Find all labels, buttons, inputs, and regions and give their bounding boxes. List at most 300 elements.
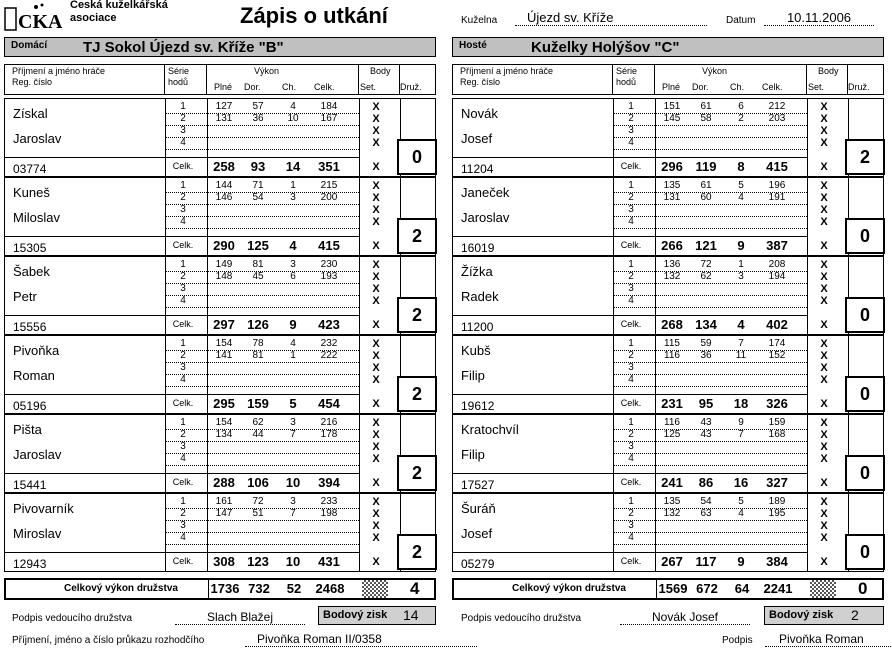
home-header-divider (164, 64, 165, 95)
throw-value: 194 (768, 271, 786, 282)
sum-value: 9 (737, 238, 745, 253)
throw-value: 44 (252, 429, 264, 440)
player-reg-number: 15556 (13, 320, 47, 334)
shaded-cell (362, 580, 388, 598)
sum-value: 402 (766, 317, 788, 332)
column-divider (807, 257, 808, 334)
throw-value: 62 (700, 271, 712, 282)
sum-divider (453, 157, 807, 158)
throw-value: 195 (768, 508, 786, 519)
player-surname: Novák (461, 106, 498, 121)
set-mark: X (372, 453, 380, 465)
throw-value: 116 (664, 417, 680, 428)
player-firstname: Filip (461, 368, 485, 383)
player-reg-number: 11200 (461, 320, 494, 334)
column-divider (807, 99, 808, 176)
series-number: 4 (628, 137, 634, 148)
home-header-divider (358, 64, 359, 95)
throw-value: 148 (215, 271, 233, 282)
row-divider (165, 228, 359, 229)
throw-value: 54 (700, 496, 712, 507)
guest-header-divider (806, 64, 807, 95)
set-mark: X (820, 204, 828, 216)
set-mark: X (372, 556, 380, 568)
sum-value: 454 (318, 396, 340, 411)
sum-value: 126 (247, 317, 269, 332)
team-total-label: Celkový výkon družstva (512, 583, 626, 594)
guest-series-col-label-2: hodů (616, 77, 637, 87)
player-firstname: Josef (461, 131, 493, 146)
throw-value: 5 (738, 180, 744, 191)
home-points-col-label: Body (370, 66, 391, 76)
org-line-1: Česká kuželkářská (70, 0, 168, 11)
throw-value: 2 (738, 113, 744, 124)
date-label: Datum (726, 15, 756, 26)
referee-label: Příjmení, jméno a číslo průkazu rozhodčího (12, 635, 205, 646)
throw-value: 135 (663, 180, 681, 191)
throw-value: 7 (290, 508, 296, 519)
sum-value: 123 (247, 554, 269, 569)
throw-value: 141 (215, 350, 233, 361)
player-firstname: Miloslav (13, 210, 60, 225)
throw-value: 135 (663, 496, 681, 507)
guest-header-frame (452, 64, 884, 95)
series-number: 3 (180, 283, 186, 294)
sum-value: 266 (661, 238, 683, 253)
set-mark: X (820, 240, 828, 252)
throw-value: 6 (290, 271, 296, 282)
sum-value: 159 (247, 396, 269, 411)
player-block (452, 256, 884, 335)
home-set-col-label: Set. (360, 82, 377, 92)
throw-value: 5 (738, 496, 744, 507)
sum-value: 423 (318, 317, 340, 332)
referee-field: Pivoňka Roman II/0358 (245, 632, 477, 647)
throw-value: 152 (768, 350, 786, 361)
throw-value: 144 (215, 180, 233, 191)
throw-value: 154 (215, 338, 233, 349)
player-surname: Pivoňka (13, 343, 60, 358)
player-block (4, 177, 436, 256)
team-total-value: 672 (696, 581, 718, 596)
guest-player-col-label: Příjmení a jméno hráče (460, 66, 554, 76)
throw-value: 60 (700, 192, 712, 203)
throw-value: 4 (738, 508, 744, 519)
series-number: 1 (628, 338, 634, 349)
throw-value: 4 (290, 338, 296, 349)
set-mark: X (372, 532, 380, 544)
throw-value: 10 (287, 113, 299, 124)
sum-value: 295 (213, 396, 235, 411)
sum-value: 134 (695, 317, 717, 332)
guest-ch-col-label: Ch. (730, 82, 745, 92)
set-mark: X (820, 417, 828, 429)
player-reg-number: 12943 (13, 557, 47, 571)
home-leader-label: Podpis vedoucího družstva (12, 613, 133, 624)
sum-value: 384 (766, 554, 788, 569)
player-reg-number: 15441 (13, 478, 47, 492)
sum-divider (453, 473, 807, 474)
series-number: 2 (180, 350, 186, 361)
player-surname: Kratochvíl (461, 422, 519, 437)
throw-value: 3 (738, 271, 744, 282)
player-points: 2 (845, 139, 885, 175)
sum-value: 119 (695, 159, 717, 174)
guest-header-divider (612, 64, 613, 95)
sum-divider (453, 552, 807, 553)
sum-value: 125 (247, 238, 269, 253)
sum-value: 231 (661, 396, 683, 411)
throw-value: 184 (320, 101, 338, 112)
player-block (452, 414, 884, 493)
throw-value: 134 (215, 429, 233, 440)
throw-value: 51 (252, 508, 264, 519)
player-points: 2 (397, 376, 437, 412)
guest-role-label: Hosté (459, 40, 487, 51)
player-points: 0 (845, 297, 885, 333)
row-divider (165, 149, 359, 150)
throw-value: 81 (252, 350, 264, 361)
set-mark: X (372, 295, 380, 307)
sum-label: Celk. (620, 161, 642, 171)
home-player-col-label: Příjmení a jméno hráče (12, 66, 106, 76)
home-ch-col-label: Ch. (282, 82, 297, 92)
home-zisk-value: 14 (403, 607, 419, 623)
player-block (4, 493, 436, 572)
sum-value: 351 (318, 159, 340, 174)
set-mark: X (820, 496, 828, 508)
set-mark: X (820, 319, 828, 331)
series-number: 2 (628, 508, 634, 519)
throw-value: 116 (664, 350, 680, 361)
sum-label: Celk. (620, 319, 642, 329)
throw-value: 191 (768, 192, 786, 203)
throw-value: 36 (252, 113, 264, 124)
series-number: 1 (180, 496, 186, 507)
series-number: 3 (180, 125, 186, 136)
throw-value: 161 (215, 496, 233, 507)
throw-value: 233 (320, 496, 338, 507)
set-mark: X (372, 240, 380, 252)
sum-label: Celk. (620, 398, 642, 408)
throw-value: 1 (290, 350, 296, 361)
guest-header-divider (847, 64, 848, 95)
sum-value: 16 (733, 475, 749, 490)
row-divider (613, 544, 807, 545)
series-number: 2 (180, 113, 186, 124)
guest-set-col-label: Set. (808, 82, 825, 92)
throw-value: 159 (768, 417, 786, 428)
row-divider (165, 307, 359, 308)
date-field: 10.11.2006 (764, 10, 874, 26)
sum-label: Celk. (172, 556, 194, 566)
series-number: 1 (180, 180, 186, 191)
sum-value: 10 (285, 554, 301, 569)
throw-value: 57 (252, 101, 264, 112)
column-divider (807, 336, 808, 413)
player-points: 2 (397, 218, 437, 254)
sum-label: Celk. (620, 556, 642, 566)
series-number: 3 (628, 125, 634, 136)
set-mark: X (820, 271, 828, 283)
guest-dor-col-label: Dor. (692, 82, 709, 92)
sum-divider (453, 394, 807, 395)
sum-value: 9 (737, 554, 745, 569)
player-surname: Šuráň (461, 501, 496, 516)
sum-value: 308 (213, 554, 235, 569)
throw-value: 62 (252, 417, 264, 428)
throw-value: 232 (320, 338, 338, 349)
series-number: 3 (628, 520, 634, 531)
player-block (452, 177, 884, 256)
throw-value: 58 (700, 113, 712, 124)
sum-value: 9 (289, 317, 297, 332)
player-points: 0 (845, 534, 885, 570)
player-points: 2 (397, 455, 437, 491)
organization-name (70, 0, 168, 25)
row-divider (613, 228, 807, 229)
sum-divider (5, 473, 359, 474)
set-mark: X (372, 417, 380, 429)
series-number: 2 (628, 113, 634, 124)
player-block (452, 98, 884, 177)
player-points: 2 (397, 297, 437, 333)
set-mark: X (820, 362, 828, 374)
player-surname: Pišta (13, 422, 42, 437)
series-number: 4 (180, 216, 186, 227)
sum-value: 415 (766, 159, 788, 174)
set-mark: X (372, 520, 380, 532)
throw-value: 131 (215, 113, 233, 124)
team-total-value: 1569 (658, 581, 688, 596)
set-mark: X (372, 204, 380, 216)
throw-value: 198 (320, 508, 338, 519)
set-mark: X (372, 101, 380, 113)
throw-value: 208 (768, 259, 786, 270)
series-number: 2 (180, 508, 186, 519)
player-surname: Janeček (461, 185, 510, 200)
player-firstname: Josef (461, 526, 493, 541)
guest-points-gain (764, 606, 884, 625)
set-mark: X (372, 477, 380, 489)
sum-divider (5, 157, 359, 158)
series-number: 3 (180, 441, 186, 452)
guest-plne-col-label: Plné (662, 82, 681, 92)
sum-label: Celk. (620, 477, 642, 487)
throw-value: 4 (738, 192, 744, 203)
set-mark: X (820, 338, 828, 350)
series-number: 2 (180, 429, 186, 440)
set-mark: X (820, 532, 828, 544)
total-divider (656, 580, 657, 598)
player-reg-number: 19612 (461, 399, 495, 413)
throw-value: 54 (252, 192, 264, 203)
player-block (4, 335, 436, 414)
sum-value: 326 (766, 396, 788, 411)
throw-value: 151 (663, 101, 681, 112)
home-druz-col-label: Druž. (400, 82, 422, 92)
throw-value: 167 (320, 113, 338, 124)
sum-value: 10 (285, 475, 301, 490)
team-total-points: 4 (410, 579, 420, 598)
sum-label: Celk. (172, 319, 194, 329)
series-number: 4 (628, 216, 634, 227)
set-mark: X (820, 259, 828, 271)
signature-label: Podpis (722, 635, 753, 646)
throw-value: 189 (768, 496, 786, 507)
sum-divider (5, 315, 359, 316)
row-divider (165, 386, 359, 387)
guest-reg-col-label: Reg. číslo (460, 77, 501, 87)
player-points: 0 (845, 218, 885, 254)
sum-value: 93 (250, 159, 266, 174)
set-mark: X (820, 398, 828, 410)
throw-value: 168 (768, 429, 786, 440)
team-total-value: 2468 (315, 581, 345, 596)
set-mark: X (820, 161, 828, 173)
series-number: 3 (628, 204, 634, 215)
home-team-bar (4, 37, 436, 57)
series-number: 1 (180, 338, 186, 349)
player-firstname: Filip (461, 447, 485, 462)
set-mark: X (820, 453, 828, 465)
sum-value: 241 (661, 475, 683, 490)
venue-field: Újezd sv. Kříže (515, 10, 707, 26)
throw-value: 178 (320, 429, 338, 440)
sum-value: 117 (695, 554, 717, 569)
player-firstname: Jaroslav (13, 447, 62, 462)
throw-value: 222 (320, 350, 338, 361)
throw-value: 154 (215, 417, 233, 428)
series-number: 1 (628, 496, 634, 507)
throw-value: 147 (215, 508, 233, 519)
throw-value: 6 (738, 101, 744, 112)
guest-zisk-value: 2 (851, 607, 859, 623)
sum-value: 288 (213, 475, 235, 490)
set-mark: X (372, 350, 380, 362)
set-mark: X (372, 508, 380, 520)
throw-value: 45 (252, 271, 264, 282)
set-mark: X (372, 125, 380, 137)
team-total-points: 0 (858, 579, 868, 598)
sum-divider (453, 315, 807, 316)
throw-value: 132 (663, 271, 681, 282)
set-mark: X (820, 556, 828, 568)
home-points-gain (318, 606, 436, 625)
page-title: Zápis o utkání (240, 3, 388, 28)
set-mark: X (372, 113, 380, 125)
player-firstname: Miroslav (13, 526, 62, 541)
throw-value: 3 (290, 417, 296, 428)
throw-value: 200 (320, 192, 338, 203)
set-mark: X (820, 125, 828, 137)
sum-label: Celk. (172, 477, 194, 487)
guest-header-divider (654, 64, 655, 95)
throw-value: 78 (252, 338, 264, 349)
player-surname: Šabek (13, 264, 50, 279)
column-divider (807, 178, 808, 255)
player-firstname: Roman (13, 368, 55, 383)
sum-value: 327 (766, 475, 788, 490)
sum-value: 258 (213, 159, 235, 174)
set-mark: X (372, 441, 380, 453)
series-number: 4 (628, 374, 634, 385)
set-mark: X (372, 161, 380, 173)
svg-text:CKA: CKA (18, 11, 62, 32)
player-surname: Kuneš (13, 185, 50, 200)
player-firstname: Petr (13, 289, 37, 304)
player-firstname: Jaroslav (461, 210, 510, 225)
player-surname: Kubš (461, 343, 491, 358)
series-number: 1 (628, 101, 634, 112)
player-block (452, 335, 884, 414)
throw-value: 4 (290, 101, 296, 112)
series-number: 1 (180, 417, 186, 428)
set-mark: X (820, 283, 828, 295)
set-mark: X (820, 113, 828, 125)
total-divider (208, 580, 209, 598)
throw-value: 3 (290, 259, 296, 270)
home-team-total-row (4, 578, 436, 600)
sum-value: 5 (289, 396, 297, 411)
player-firstname: Radek (461, 289, 499, 304)
guest-points-col-label: Body (818, 66, 839, 76)
home-performance-col-label: Výkon (254, 66, 280, 76)
sum-value: 297 (213, 317, 235, 332)
sum-value: 267 (661, 554, 683, 569)
throw-value: 59 (700, 338, 712, 349)
sum-value: 415 (318, 238, 340, 253)
series-number: 2 (628, 271, 634, 282)
series-number: 2 (180, 192, 186, 203)
player-block (452, 493, 884, 572)
row-divider (165, 465, 359, 466)
set-mark: X (372, 362, 380, 374)
team-total-value: 732 (248, 581, 270, 596)
throw-value: 81 (252, 259, 264, 270)
sum-value: 268 (661, 317, 683, 332)
set-mark: X (820, 520, 828, 532)
throw-value: 11 (735, 350, 747, 361)
sum-value: 95 (698, 396, 714, 411)
player-block (4, 414, 436, 493)
sum-value: 8 (737, 159, 745, 174)
set-mark: X (820, 216, 828, 228)
guest-team-bar (452, 37, 884, 57)
guest-druz-col-label: Druž. (848, 82, 870, 92)
set-mark: X (820, 441, 828, 453)
sum-value: 106 (247, 475, 269, 490)
sum-label: Celk. (172, 398, 194, 408)
team-total-value: 1736 (210, 581, 240, 596)
column-divider (359, 178, 360, 255)
series-number: 4 (180, 532, 186, 543)
throw-value: 127 (215, 101, 233, 112)
home-header-divider (206, 64, 207, 95)
player-reg-number: 05279 (461, 557, 495, 571)
series-number: 1 (628, 259, 634, 270)
sum-value: 296 (661, 159, 683, 174)
guest-zisk-label: Bodový zisk (769, 609, 834, 621)
series-number: 3 (180, 204, 186, 215)
set-mark: X (372, 271, 380, 283)
set-mark: X (372, 319, 380, 331)
throw-value: 9 (738, 417, 744, 428)
guest-series-col-label: Série (616, 66, 638, 76)
set-mark: X (820, 295, 828, 307)
series-number: 4 (628, 295, 634, 306)
player-reg-number: 03774 (13, 162, 47, 176)
